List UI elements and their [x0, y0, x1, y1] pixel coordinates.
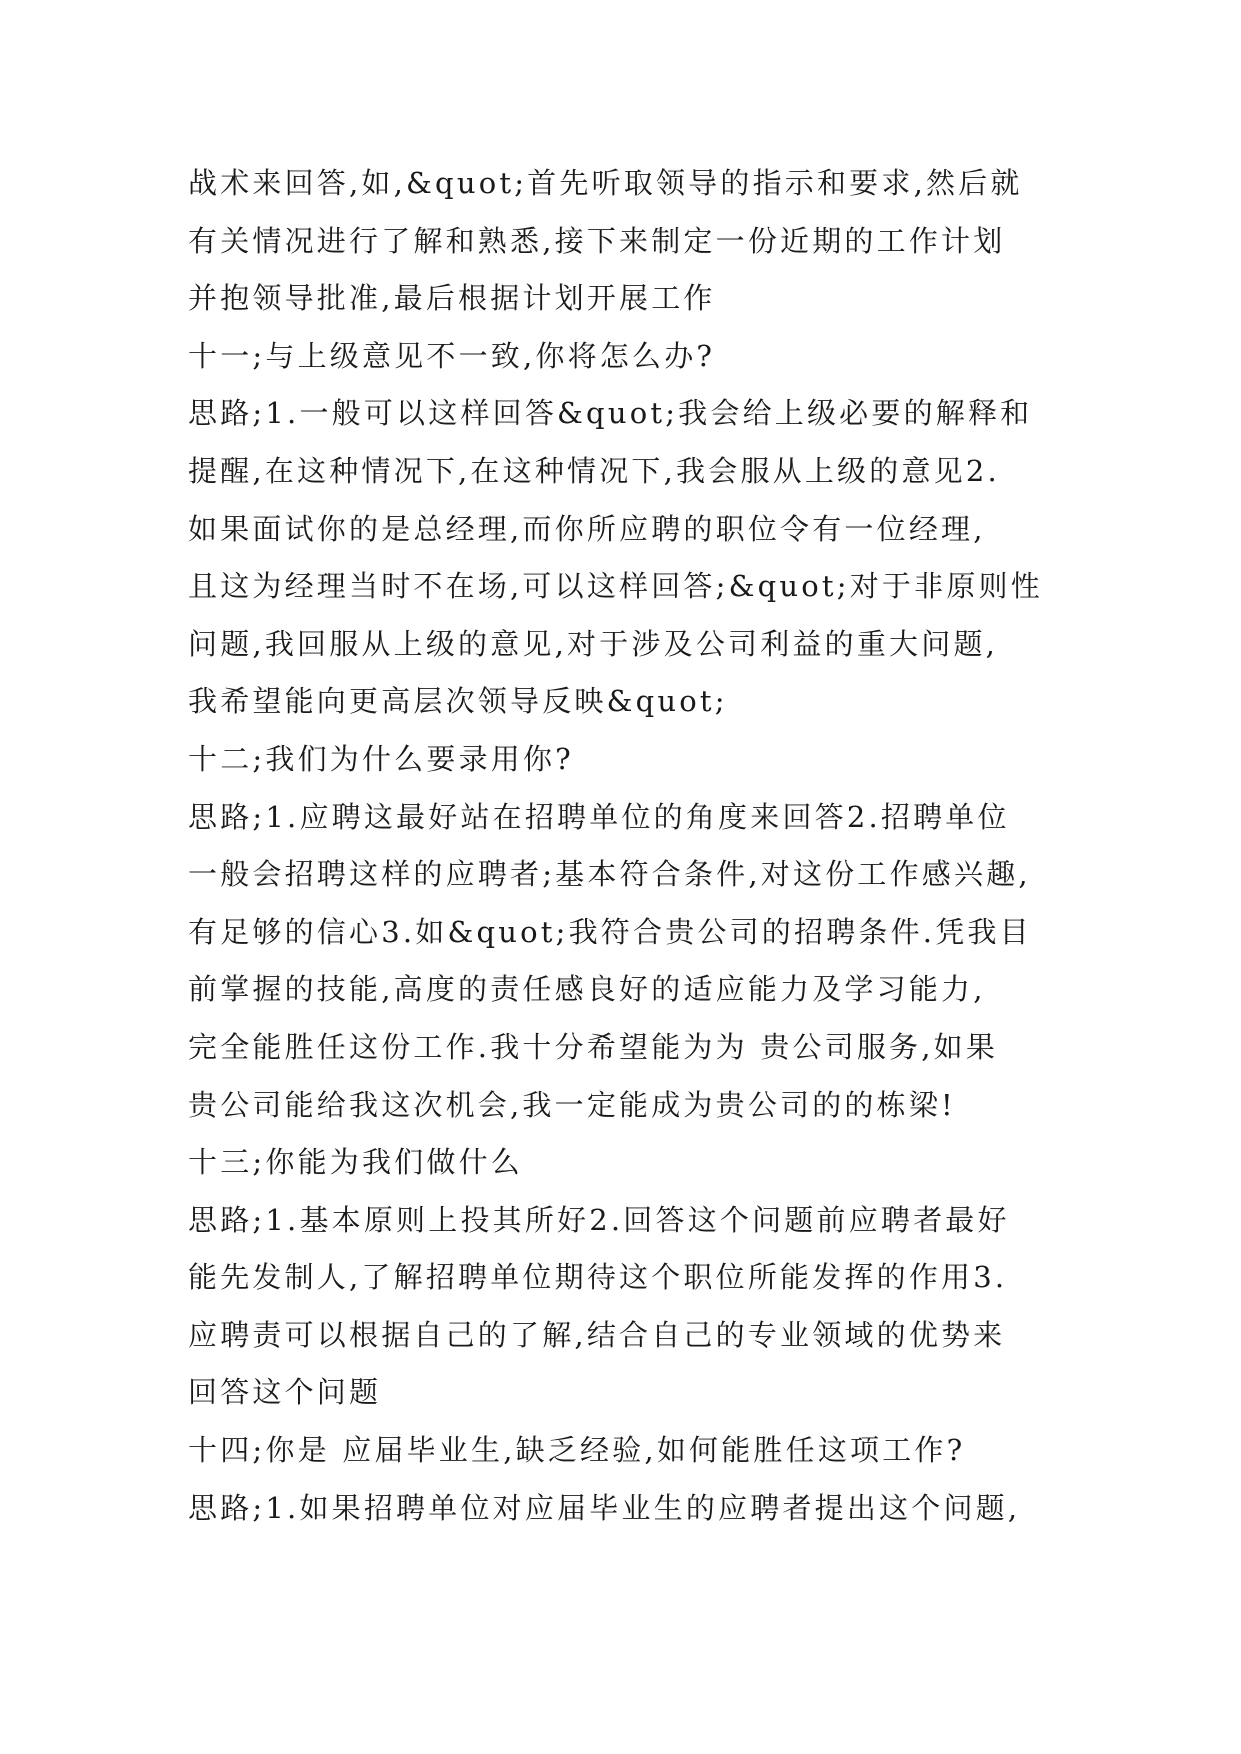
question-heading: 十三;你能为我们做什么: [188, 1145, 523, 1180]
text-line: 前掌握的技能,高度的责任感良好的适应能力及学习能力,: [188, 972, 986, 1007]
text-line: 提醒,在这种情况下,在这种情况下,我会服从上级的意见2.: [188, 453, 1000, 488]
text-line: 有足够的信心3.如&quot;我符合贵公司的招聘条件.凭我目: [188, 914, 1032, 949]
text-line: 思路;1.基本原则上投其所好2.回答这个问题前应聘者最好: [188, 1202, 1010, 1237]
question-heading: 十二;我们为什么要录用你?: [188, 741, 574, 776]
text-line: 战术来回答,如,&quot;首先听取领导的指示和要求,然后就: [188, 166, 1023, 200]
text-line: 能先发制人,了解招聘单位期待这个职位所能发挥的作用3.: [188, 1260, 1008, 1295]
text-line: 且这为经理当时不在场,可以这样回答;&quot;对于非原则性: [188, 569, 1043, 604]
text-line: 我希望能向更高层次领导反映&quot;: [188, 684, 728, 719]
text-line: 一般会招聘这样的应聘者;基本符合条件,对这份工作感兴趣,: [188, 857, 1031, 892]
text-line: 思路;1.如果招聘单位对应届毕业生的应聘者提出这个问题,: [188, 1490, 1021, 1525]
document-body: [188, 155, 1068, 1537]
text-line: 贵公司能给我这次机会,我一定能成为贵公司的的栋梁!: [188, 1087, 956, 1122]
question-heading: 十一;与上级意见不一致,你将怎么办?: [188, 338, 716, 373]
text-line: 回答这个问题: [188, 1375, 382, 1410]
text-line: 思路;1.一般可以这样回答&quot;我会给上级必要的解释和: [188, 396, 1033, 431]
question-heading: 十四;你是 应届毕业生,缺乏经验,如何能胜任这项工作?: [188, 1433, 966, 1468]
text-line: 完全能胜任这份工作.我十分希望能为为 贵公司服务,如果: [188, 1029, 999, 1064]
text-line: 思路;1.应聘这最好站在招聘单位的角度来回答2.招聘单位: [188, 799, 1010, 834]
text-line: 应聘责可以根据自己的了解,结合自己的专业领域的优势来: [188, 1317, 1006, 1352]
text-line: 并抱领导批准,最后根据计划开展工作: [188, 281, 716, 316]
text-line: 有关情况进行了解和熟悉,接下来制定一份近期的工作计划: [188, 223, 1006, 258]
text-line: 如果面试你的是总经理,而你所应聘的职位令有一位经理,: [188, 511, 986, 546]
text-line: 问题,我回服从上级的意见,对于涉及公司利益的重大问题,: [188, 626, 999, 661]
